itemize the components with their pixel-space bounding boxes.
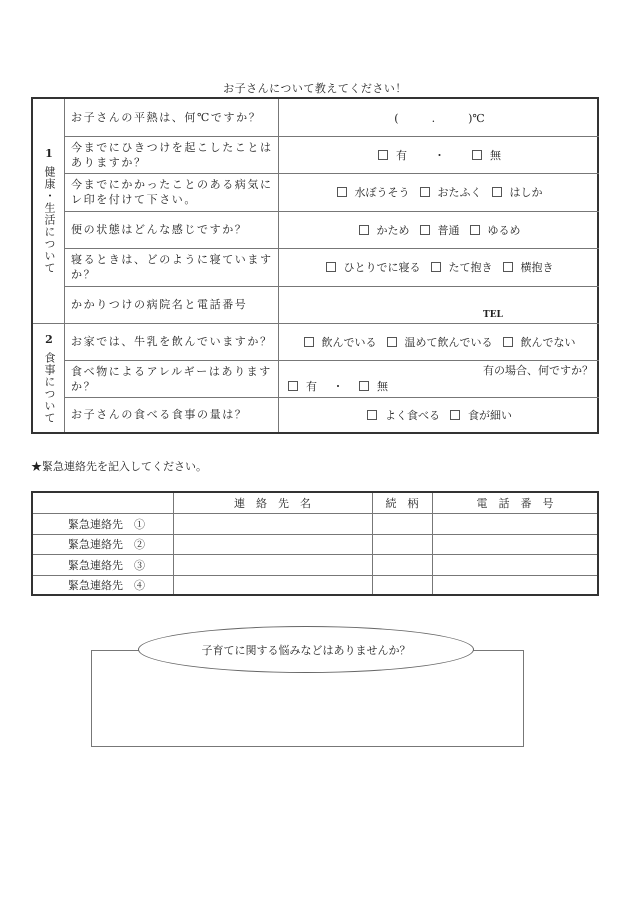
checkbox[interactable] xyxy=(387,337,397,347)
checkbox[interactable] xyxy=(492,187,502,197)
emergency-row-label: 緊急連絡先 ① xyxy=(68,517,145,531)
allergy-note: 有の場合、何ですか？ xyxy=(483,364,593,377)
checkbox[interactable] xyxy=(420,187,430,197)
option-no[interactable] xyxy=(472,147,501,163)
question-allergy: 食べ物によるアレルギーはありますか？ xyxy=(71,364,272,393)
relationship-input-3[interactable] xyxy=(373,555,432,575)
checkbox[interactable] xyxy=(472,150,482,160)
question-hospital: かかりつけの病院名と電話番号 xyxy=(71,298,248,311)
option-upright[interactable] xyxy=(431,259,493,275)
option-label: 飲んでない xyxy=(520,335,576,349)
contact-name-input-4[interactable] xyxy=(174,576,372,594)
option-yes[interactable] xyxy=(288,380,317,393)
question-illnesses: 今までにかかったことのある病気にレ印を付けて下さい。 xyxy=(71,178,273,206)
question-stool: 便の状態はどんな感じですか？ xyxy=(71,223,248,236)
consultation-prompt xyxy=(138,626,474,673)
option-warmed[interactable] xyxy=(387,334,493,350)
meal-options xyxy=(280,397,599,432)
emergency-instruction: ★緊急連絡先を記入してください。 xyxy=(31,460,207,473)
checkbox[interactable] xyxy=(450,410,460,420)
section-number: 1 xyxy=(45,147,53,160)
relationship-input-2[interactable] xyxy=(373,535,432,554)
option-label: 無 xyxy=(490,148,501,162)
contact-name-input-2[interactable] xyxy=(174,535,372,554)
checkbox[interactable] xyxy=(359,225,369,235)
option-label: はしか xyxy=(509,186,543,199)
option-label: 横抱き xyxy=(520,261,554,274)
option-light-eater[interactable] xyxy=(450,407,512,423)
option-label: 有 xyxy=(396,148,407,162)
option-label: 有 xyxy=(306,380,317,393)
option-label: 普通 xyxy=(437,223,460,237)
checkbox[interactable] xyxy=(367,410,377,420)
allergy-options xyxy=(280,360,599,397)
option-firm[interactable] xyxy=(359,222,410,238)
contact-name-input-3[interactable] xyxy=(174,555,372,575)
option-label: 食が細い xyxy=(468,408,512,422)
emergency-row-label: 緊急連絡先 ④ xyxy=(68,578,145,592)
milk-options xyxy=(280,323,599,360)
option-self[interactable] xyxy=(326,259,421,275)
option-label: よく食べる xyxy=(385,408,440,422)
checkbox[interactable] xyxy=(337,187,347,197)
option-mumps[interactable] xyxy=(420,184,482,200)
question-sleeping: 寝るときは、どのように寝ていますか？ xyxy=(71,253,273,281)
option-yes[interactable] xyxy=(378,147,407,163)
option-no[interactable] xyxy=(359,380,388,393)
question-meal-amount: お子さんの食べる食事の量は？ xyxy=(71,408,248,421)
separator: ・ xyxy=(332,380,344,393)
form-title: お子さんについて教えてください！ xyxy=(223,82,407,95)
tel-label: TEL xyxy=(483,310,503,320)
option-normal[interactable] xyxy=(420,222,460,238)
checkbox[interactable] xyxy=(378,150,388,160)
consultation-prompt-text: 子育てに関する悩みなどはありませんか？ xyxy=(201,643,411,657)
option-label: 水ぼうそう xyxy=(354,186,410,199)
option-label: たて抱き xyxy=(448,261,493,274)
questionnaire-table xyxy=(31,97,599,434)
checkbox[interactable] xyxy=(470,225,480,235)
header-phone: 電 話 番 号 xyxy=(476,497,554,510)
relationship-input-1[interactable] xyxy=(373,514,432,534)
phone-input-4[interactable] xyxy=(433,576,597,594)
option-label: おたふく xyxy=(437,186,482,199)
question-temperature: お子さんの平熱は、何℃ですか？ xyxy=(71,111,262,124)
emergency-row-label: 緊急連絡先 ③ xyxy=(68,558,145,572)
option-eats-well[interactable] xyxy=(367,407,440,423)
section-2-label xyxy=(33,333,65,427)
checkbox[interactable] xyxy=(503,262,513,272)
option-cradle[interactable] xyxy=(503,259,554,275)
question-milk: お家では、牛乳を飲んでいますか？ xyxy=(71,335,273,348)
phone-input-1[interactable] xyxy=(433,514,597,534)
header-relationship: 続 柄 xyxy=(385,497,419,510)
section-title: 食事について xyxy=(43,352,56,424)
checkbox[interactable] xyxy=(359,381,369,391)
sleeping-options xyxy=(280,248,599,286)
box-top-line xyxy=(91,650,139,651)
emergency-contacts-table xyxy=(31,491,599,596)
option-drinks[interactable] xyxy=(304,334,377,350)
checkbox[interactable] xyxy=(288,381,298,391)
checkbox[interactable] xyxy=(503,337,513,347)
hospital-field[interactable] xyxy=(280,286,599,323)
option-label: 温めて飲んでいる xyxy=(404,335,493,349)
option-label: 無 xyxy=(377,380,388,393)
section-number: 2 xyxy=(45,333,53,346)
relationship-input-4[interactable] xyxy=(373,576,432,594)
separator: ・ xyxy=(434,148,445,162)
box-top-line xyxy=(473,650,524,651)
temperature-field[interactable]: ( . )℃ xyxy=(394,111,485,125)
illness-options xyxy=(280,173,599,211)
option-label: 飲んでいる xyxy=(321,335,377,349)
emergency-row-label: 緊急連絡先 ② xyxy=(68,538,145,551)
phone-input-2[interactable] xyxy=(433,535,597,554)
checkbox[interactable] xyxy=(420,225,430,235)
stool-options xyxy=(280,211,599,248)
header-contact-name: 連 絡 先 名 xyxy=(234,497,311,510)
phone-input-3[interactable] xyxy=(433,555,597,575)
option-not-drinking[interactable] xyxy=(503,334,576,350)
section-1-label xyxy=(33,147,65,277)
option-label: ゆるめ xyxy=(487,223,521,237)
option-measles[interactable] xyxy=(492,184,543,200)
option-chickenpox[interactable] xyxy=(337,184,410,200)
contact-name-input-1[interactable] xyxy=(174,514,372,534)
convulsions-options xyxy=(280,136,599,173)
option-loose[interactable] xyxy=(470,222,521,238)
question-convulsions: 今までにひきつけを起こしたことはありますか？ xyxy=(71,140,273,169)
option-label: ひとりでに寝る xyxy=(343,261,421,274)
option-label: かため xyxy=(376,223,410,237)
section-title: 健康・生活について xyxy=(43,166,56,274)
checkbox[interactable] xyxy=(304,337,314,347)
checkbox[interactable] xyxy=(431,262,441,272)
checkbox[interactable] xyxy=(326,262,336,272)
